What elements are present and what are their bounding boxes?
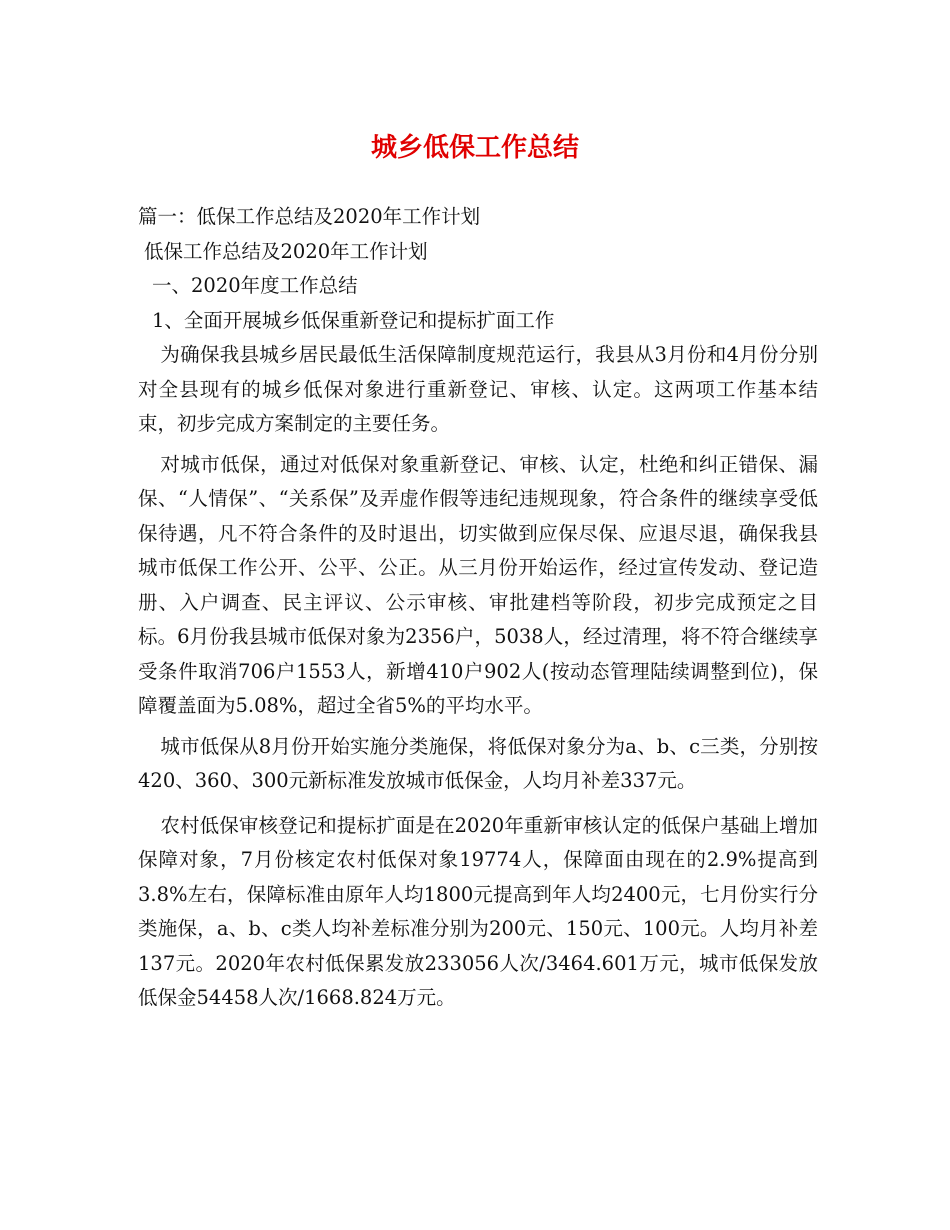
paragraph-4: 农村低保审核登记和提标扩面是在2020年重新审核认定的低保户基础上增加保障对象，7月份核定农村低保对象19774人，保障面由现在的2.9%提高到3.8%左右，保障标准由原年人均1800元提高到年人均2400元，七月份实行分类施保，a、b、c类人均补差标准分别为200元、150元、100元。人均月补差137元。2020年农村低保累发放233056人次/3464.601万元，城市低保发放低保金54458人次/1668.824万元。 (138, 813, 818, 1009)
heading-section1: 一、2020年度工作总结 (152, 274, 358, 297)
heading-subtitle: 低保工作总结及2020年工作计划 (144, 239, 428, 263)
paragraph-1: 为确保我县城乡居民最低生活保障制度规范运行，我县从3月份和4月份分别对全县现有的城乡低保对象进行重新登记、审核、认定。这两项工作基本结束，初步完成方案制定的主要任务。 (138, 343, 818, 435)
heading-item1: 1、全面开展城乡低保重新登记和提标扩面工作 (152, 308, 555, 332)
document-title: 城乡低保工作总结 (370, 133, 579, 163)
heading-part1: 篇一：低保工作总结及2020年工作计划 (138, 205, 481, 228)
paragraph-3: 城市低保从8月份开始实施分类施保，将低保对象分为a、b、c三类，分别按420、360、300元新标准发放城市低保金，人均月补差337元。 (138, 734, 818, 792)
document-body (138, 200, 818, 1016)
paragraph-2: 对城市低保，通过对低保对象重新登记、审核、认定，杜绝和纠正错保、漏保、“人情保”、“关系保”及弄虚作假等违纪违规现象，符合条件的继续享受低保待遇，凡不符合条件的及时退出，切实做到应保尽保、应退尽退，确保我县城市低保工作公开、公平、公正。从三月份开始运作，经过宣传发动、登记造册、入户调查、民主评议、公示审核、审批建档等阶段，初步完成预定之目标。6月份我县城市低保对象为2356户，5038人，经过清理，将不符合继续享受条件取消706户1553人，新增410户902人(按动态管理陆续调整到位)，保障覆盖面为5.08%，超过全省5%的平均水平。 (138, 452, 818, 717)
